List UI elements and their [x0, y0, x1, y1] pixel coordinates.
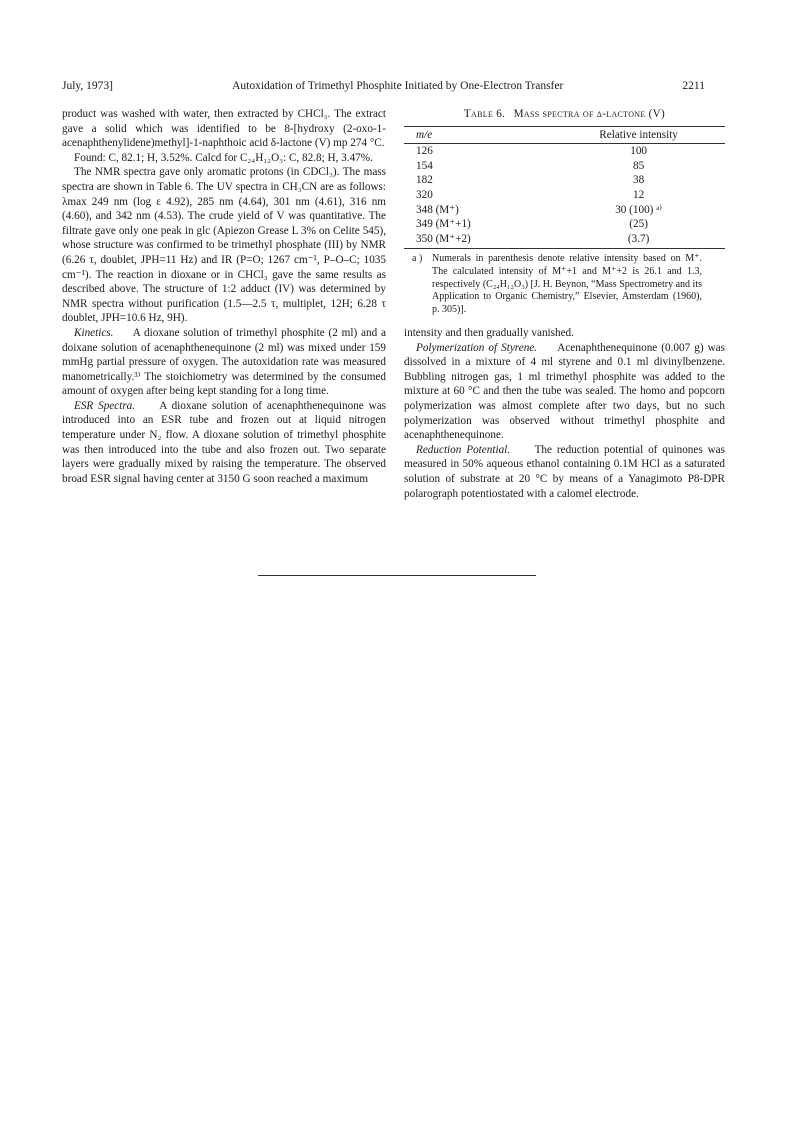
- table-caption-number: Table 6.: [463, 108, 506, 120]
- table-row: [404, 173, 725, 188]
- table-footnote: [404, 253, 725, 316]
- cell-intensity: 85: [633, 159, 645, 172]
- polymerization-text: Acenaphthenequinone (0.007 g) was dissolved in a mixture of 4 ml styrene and 0.1 ml divinylbenzene. Bubbling nitrogen gas, 1 ml trimethyl phosphite was added to the mixture at 60 °C and then the tube was sealed. The homo and popcorn polymerization was almost complete after two days, but no such polymerization was observed without trimethyl phosphite and acenaphthenequinone.: [404, 341, 725, 442]
- table-row: [404, 144, 725, 159]
- paragraph-esr: [62, 399, 386, 487]
- esr-heading: ESR Spectra.: [74, 399, 136, 412]
- kinetics-heading: Kinetics.: [74, 326, 114, 339]
- table-6: [404, 107, 725, 316]
- paragraph-esr-continued: intensity and then gradually vanished.: [404, 327, 574, 339]
- cell-intensity: (3.7): [540, 232, 725, 249]
- left-column: [62, 107, 386, 486]
- reduction-heading: Reduction Potential.: [416, 443, 511, 456]
- kinetics-text: A dioxane solution of trimethyl phosphite (2 ml) and a doixane solution of acenaphthenequinone (2 ml) was mixed under 159 mmHg partial pressure of oxygen. The autoxidation rate was measured manometrically.³⁾ The stoichiometry was determined by the consumed amount of oxygen after being kept standing for a long time.: [62, 326, 387, 398]
- table-caption: [404, 107, 725, 122]
- header-page-number: 2211: [682, 80, 705, 92]
- cell-intensity: (25): [629, 218, 648, 231]
- cell-intensity: 38: [633, 174, 645, 187]
- paragraph-kinetics: [62, 326, 386, 399]
- paragraph-reduction: [404, 443, 725, 501]
- table-row: [404, 159, 725, 174]
- paragraph-spectra: The NMR spectra gave only aromatic protons (in CDCl₃). The mass spectra are shown in Table 6. The UV spectra in CH₃CN are as follows: λmax 249 nm (log ε 4.92), 285 nm (4.64), 301 nm (4.61), 316 nm (4.60), and 342 nm (4.53). The crude yield of V was quantitative. The filtrate gave only one peak in glc (Apiezon Grease L 3% on Celite 545), whose structure was confirmed to be trimethyl phosphate (III) by NMR (6.26 τ, doublet, JPH=11 Hz) and IR (P=O; 1267 cm⁻¹, P–O–C; 1035 cm⁻¹). The reaction in dioxane or in CHCl₃ gave the same results as described above. The structure of 1:2 adduct (IV) was determined by NMR spectra without purification (1.5—2.5 τ, multiplet, 12H; 6.28 τ doublet, JPH=10.6 Hz, 9H).: [62, 166, 386, 325]
- paragraph-product: product was washed with water, then extracted by CHCl₃. The extract gave a solid which was identified to be 8-[hydroxy (2-oxo-1-acenaphthenylidene)methyl]-1-naphthoic acid δ-lactone (V) mp 274 °C.: [62, 108, 386, 150]
- table-header-row: [404, 126, 725, 144]
- cell-me: 182: [416, 174, 433, 187]
- cell-intensity: 30 (100) ᵃ⁾: [615, 203, 663, 216]
- paragraph-polymerization: [404, 341, 725, 443]
- footnote-text: Numerals in parenthesis denote relative intensity based on M⁺. The calculated intensity of M⁺+1 and M⁺+2 is 26.1 and 1.3, respectively (C₂₄H₁₂O₃) [J. H. Beynon, “Mass Spectrometry and its Application to Organic Chemistry,” Elsevier, Amsterdam (1960), p. 305)].: [432, 253, 702, 315]
- column-header-me: m/e: [404, 126, 540, 144]
- table-row: [404, 203, 725, 218]
- cell-intensity: 12: [633, 188, 645, 201]
- table-row: [404, 232, 725, 249]
- table-row: [404, 217, 725, 232]
- column-header-intensity: Relative intensity: [540, 126, 725, 144]
- footnote-label: a ): [412, 253, 423, 265]
- table-caption-title: Mass spectra of δ-lactone (V): [513, 108, 666, 120]
- cell-me: 350 (M⁺+2): [404, 232, 540, 249]
- cell-me: 320: [416, 188, 433, 201]
- polymerization-heading: Polymerization of Styrene.: [416, 341, 538, 354]
- cell-me: 349 (M⁺+1): [416, 218, 471, 231]
- running-header: [62, 80, 705, 92]
- mass-spectra-table: [404, 126, 725, 250]
- cell-me: 154: [416, 159, 433, 172]
- cell-me: 348 (M⁺): [416, 203, 459, 216]
- paragraph-analysis: Found: C, 82.1; H, 3.52%. Calcd for C₂₄H₁₂O₃: C, 82.8; H, 3.47%.: [74, 151, 373, 164]
- reduction-text: The reduction potential of quinones was measured in 50% aqueous ethanol containing 0.1M HCl as a saturated solution of substrate at 20 °C by means of a Yanagimoto P8-DPR polarograph potentiostated with a calomel electrode.: [404, 443, 726, 500]
- cell-intensity: 100: [630, 145, 647, 158]
- header-title: Autoxidation of Trimethyl Phosphite Initiated by One-Electron Transfer: [232, 80, 564, 92]
- esr-text: A dioxane solution of acenaphthenequinone was introduced into an ESR tube and frozen out at liquid nitrogen temperature under N₂ flow. A dioxane solution of trimethyl phosphite was then introduced into the tube and also frozen out. Two separate layers were gradually mixed by raising the temperature. The observed broad ESR signal having center at 3150 G soon reached a maximum: [62, 399, 387, 485]
- table-row: [404, 188, 725, 203]
- end-of-article-rule: [258, 575, 536, 576]
- header-date: July, 1973]: [62, 80, 114, 92]
- cell-me: 126: [416, 145, 433, 158]
- right-column: [404, 326, 725, 501]
